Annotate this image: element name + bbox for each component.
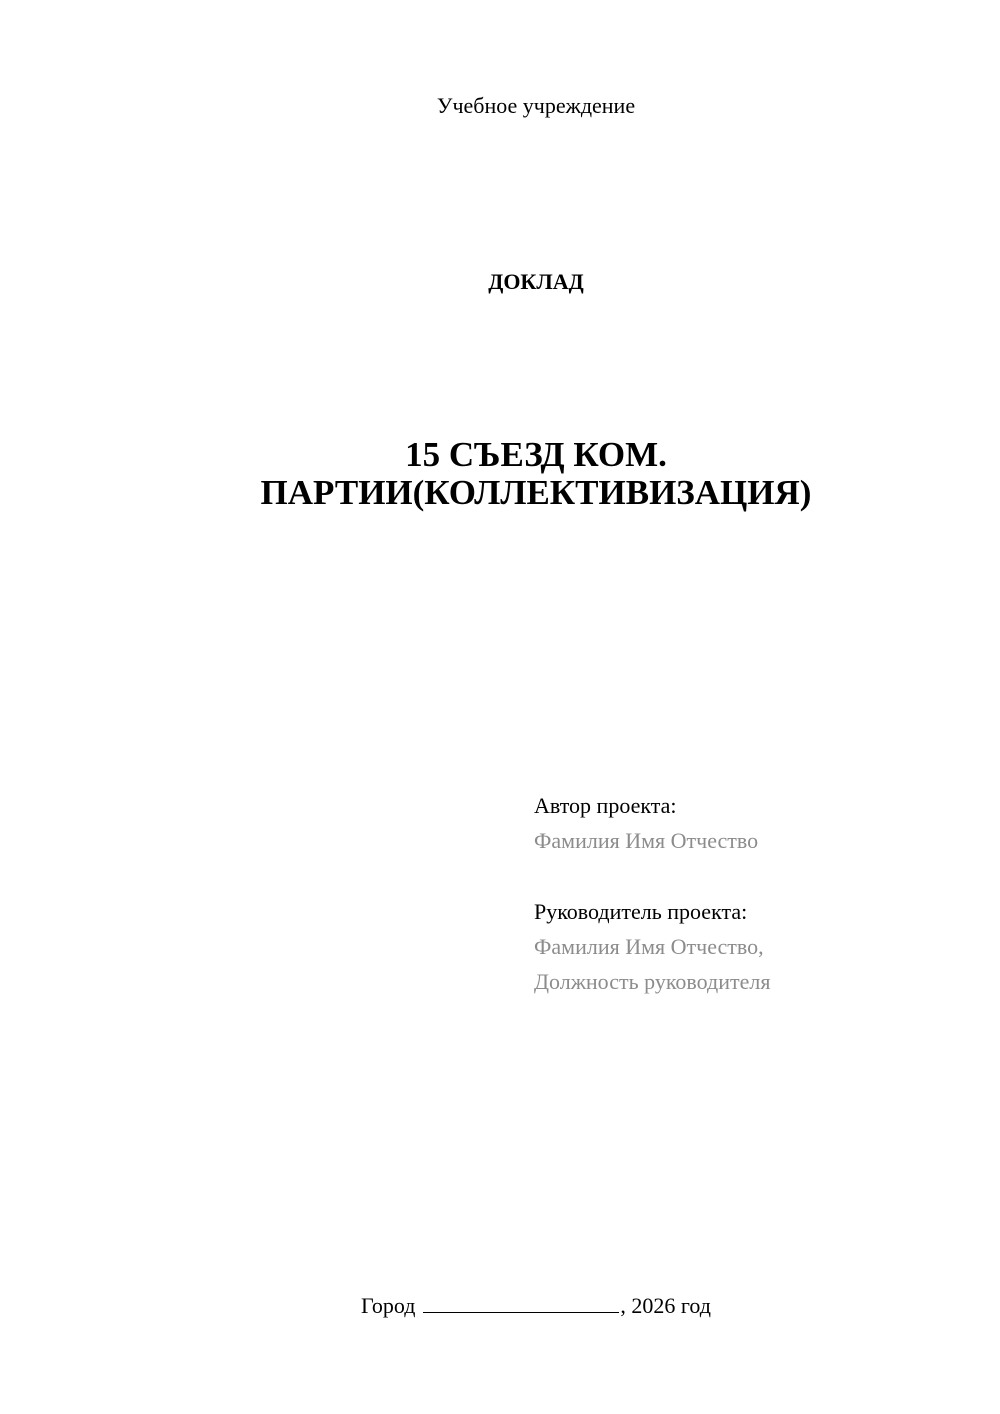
footer-city: Город [361,1293,416,1318]
author-name: Фамилия Имя Отчество [534,828,759,853]
footer-year: , 2026 год [620,1293,711,1318]
supervisor-name: Фамилия Имя Отчество, [534,934,764,959]
document-type: ДОКЛАД [488,269,584,294]
credits-block [534,788,974,1035]
institution-name: Учебное учреждение [436,93,636,118]
footer-city-year [0,1290,1000,1321]
document-title [0,436,1000,512]
author-label: Автор проекта: [534,793,677,818]
author-block [534,788,974,858]
supervisor-position: Должность руководителя [534,969,771,994]
supervisor-label: Руководитель проекта: [534,899,748,924]
city-blank-line [423,1290,619,1313]
document-title-line-1: 15 СЪЕЗД КОМ. [405,435,667,474]
document-title-line-2: ПАРТИИ(КОЛЛЕКТИВИЗАЦИЯ) [260,473,812,512]
supervisor-block [534,894,974,999]
